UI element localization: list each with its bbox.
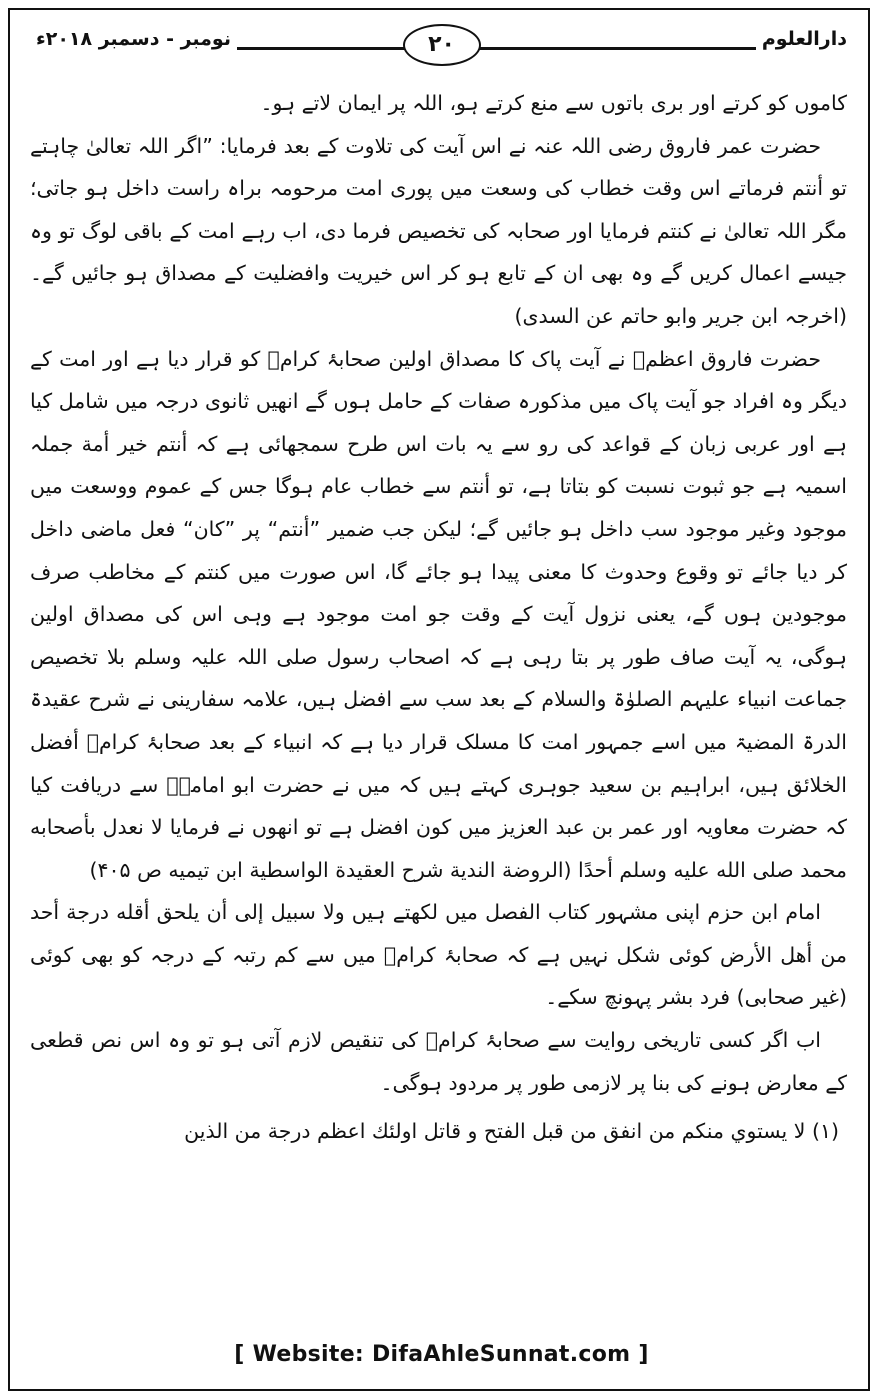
paragraph-continuation: کاموں کو کرتے اور بری باتوں سے منع کرتے ہو، اللہ پر ایمان لاتے ہو۔ <box>260 91 847 115</box>
page-number: ۲۰ <box>403 24 481 66</box>
footnote: (۱) لا يستوي منكم من انفق من قبل الفتح و قاتل اولئك اعظم درجة من الذين <box>184 1119 839 1144</box>
website-footer: [ Website: DifaAhleSunnat.com ] <box>234 1342 649 1367</box>
paragraph-conclusion: اب اگر کسی تاریخی روایت سے صحابۂ کرامؓ کی تنقیص لازم آتی ہو تو وہ اس نص قطعی کے معارض ہونے کی بنا پر لازمی طور پر مردود ہوگی۔ <box>30 1028 847 1095</box>
page-header <box>30 28 853 66</box>
article-body <box>30 82 847 1153</box>
magazine-name: دارالعلوم <box>756 28 853 50</box>
paragraph-umar-quote: حضرت عمر فاروق رضی اللہ عنہ نے اس آیت کی تلاوت کے بعد فرمایا: ”اگر اللہ تعالیٰ چاہتے تو أنتم فرماتے اس وقت خطاب کی وسعت میں پوری امت مرحومہ براہ راست داخل ہو جاتی؛ مگر اللہ تعالیٰ نے كنتم فرمایا اور صحابہ کی تخصیص فرما دی، اب رہے امت کے باقی لوگ تو وہ جیسے اعمال کریں گے وہ بھی ان کے تابع ہو کر اس خیریت وافضلیت کے مصداق ہو جائیں گے۔ (اخرجہ ابن جریر وابو حاتم عن السدی) <box>30 133 847 328</box>
paragraph-farooq-azam: حضرت فاروق اعظمؓ نے آیت پاک کا مصداق اولین صحابۂ کرامؓ کو قرار دیا ہے اور امت کے دیگر وہ افراد جو آیت پاک میں مذکورہ صفات کے حامل ہوں گے انھیں ثانوی درجہ میں شامل کیا ہے اور عربی زبان کے قواعد کی رو سے یہ بات اس طرح سمجھائی ہے کہ أنتم خير أمة جملہ اسمیہ ہے جو ثبوت نسبت کو بتاتا ہے، تو أنتم سے خطاب عام ہوگا جس کے عموم ووسعت میں موجود وغیر موجود سب داخل ہو جائیں گے؛ لیکن جب ضمیر ”أنتم“ پر ”كان“ فعل ماضی داخل کر دیا جائے تو وقوع وحدوث کا معنی پیدا ہو جائے گا، اس صورت میں كنتم کے مخاطب صرف موجودین ہوں گے، یعنی نزول آیت کے وقت جو امت موجود ہے وہی اس کی مصداق اولین ہوگی، یہ آیت صاف طور پر بتا رہی ہے کہ اصحاب رسول صلی اللہ علیہ وسلم بلا تخصیص جماعت انبیاء علیہم الصلوٰۃ والسلام کے بعد سب سے افضل ہیں، علامہ سفارینی نے شرح عقیدۃ الدرۃ المضیۃ میں اسے جمہور امت کا مسلک قرار دیا ہے کہ انبیاء کے بعد صحابۂ کرامؓ أفضل الخلائق ہیں، ابراہیم بن سعید جوہری کہتے ہیں کہ میں نے حضرت ابو امامہؓ سے دریافت کیا کہ حضرت معاویہ اور عمر بن عبد العزیز میں کون افضل ہے تو انھوں نے فرمایا لا نعدل بأصحابه محمد صلى الله عليه وسلم أحدًا (الروضة الندية شرح العقيدة الواسطية ابن تيميه ص ۴۰۵) <box>30 346 847 882</box>
paragraph-ibn-hazm: امام ابن حزم اپنی مشہور کتاب الفصل میں لکھتے ہیں ولا سبيل إلى أن يلحق أقله درجة أحد من أهل الأرض کوئی شکل نہیں ہے کہ صحابۂ کرامؓ میں سے کم رتبہ کے درجہ کو بھی کوئی (غیر صحابی) فرد بشر پہونچ سکے۔ <box>30 900 847 1010</box>
issue-date: نومبر - دسمبر ۲۰۱۸ء <box>30 28 237 50</box>
